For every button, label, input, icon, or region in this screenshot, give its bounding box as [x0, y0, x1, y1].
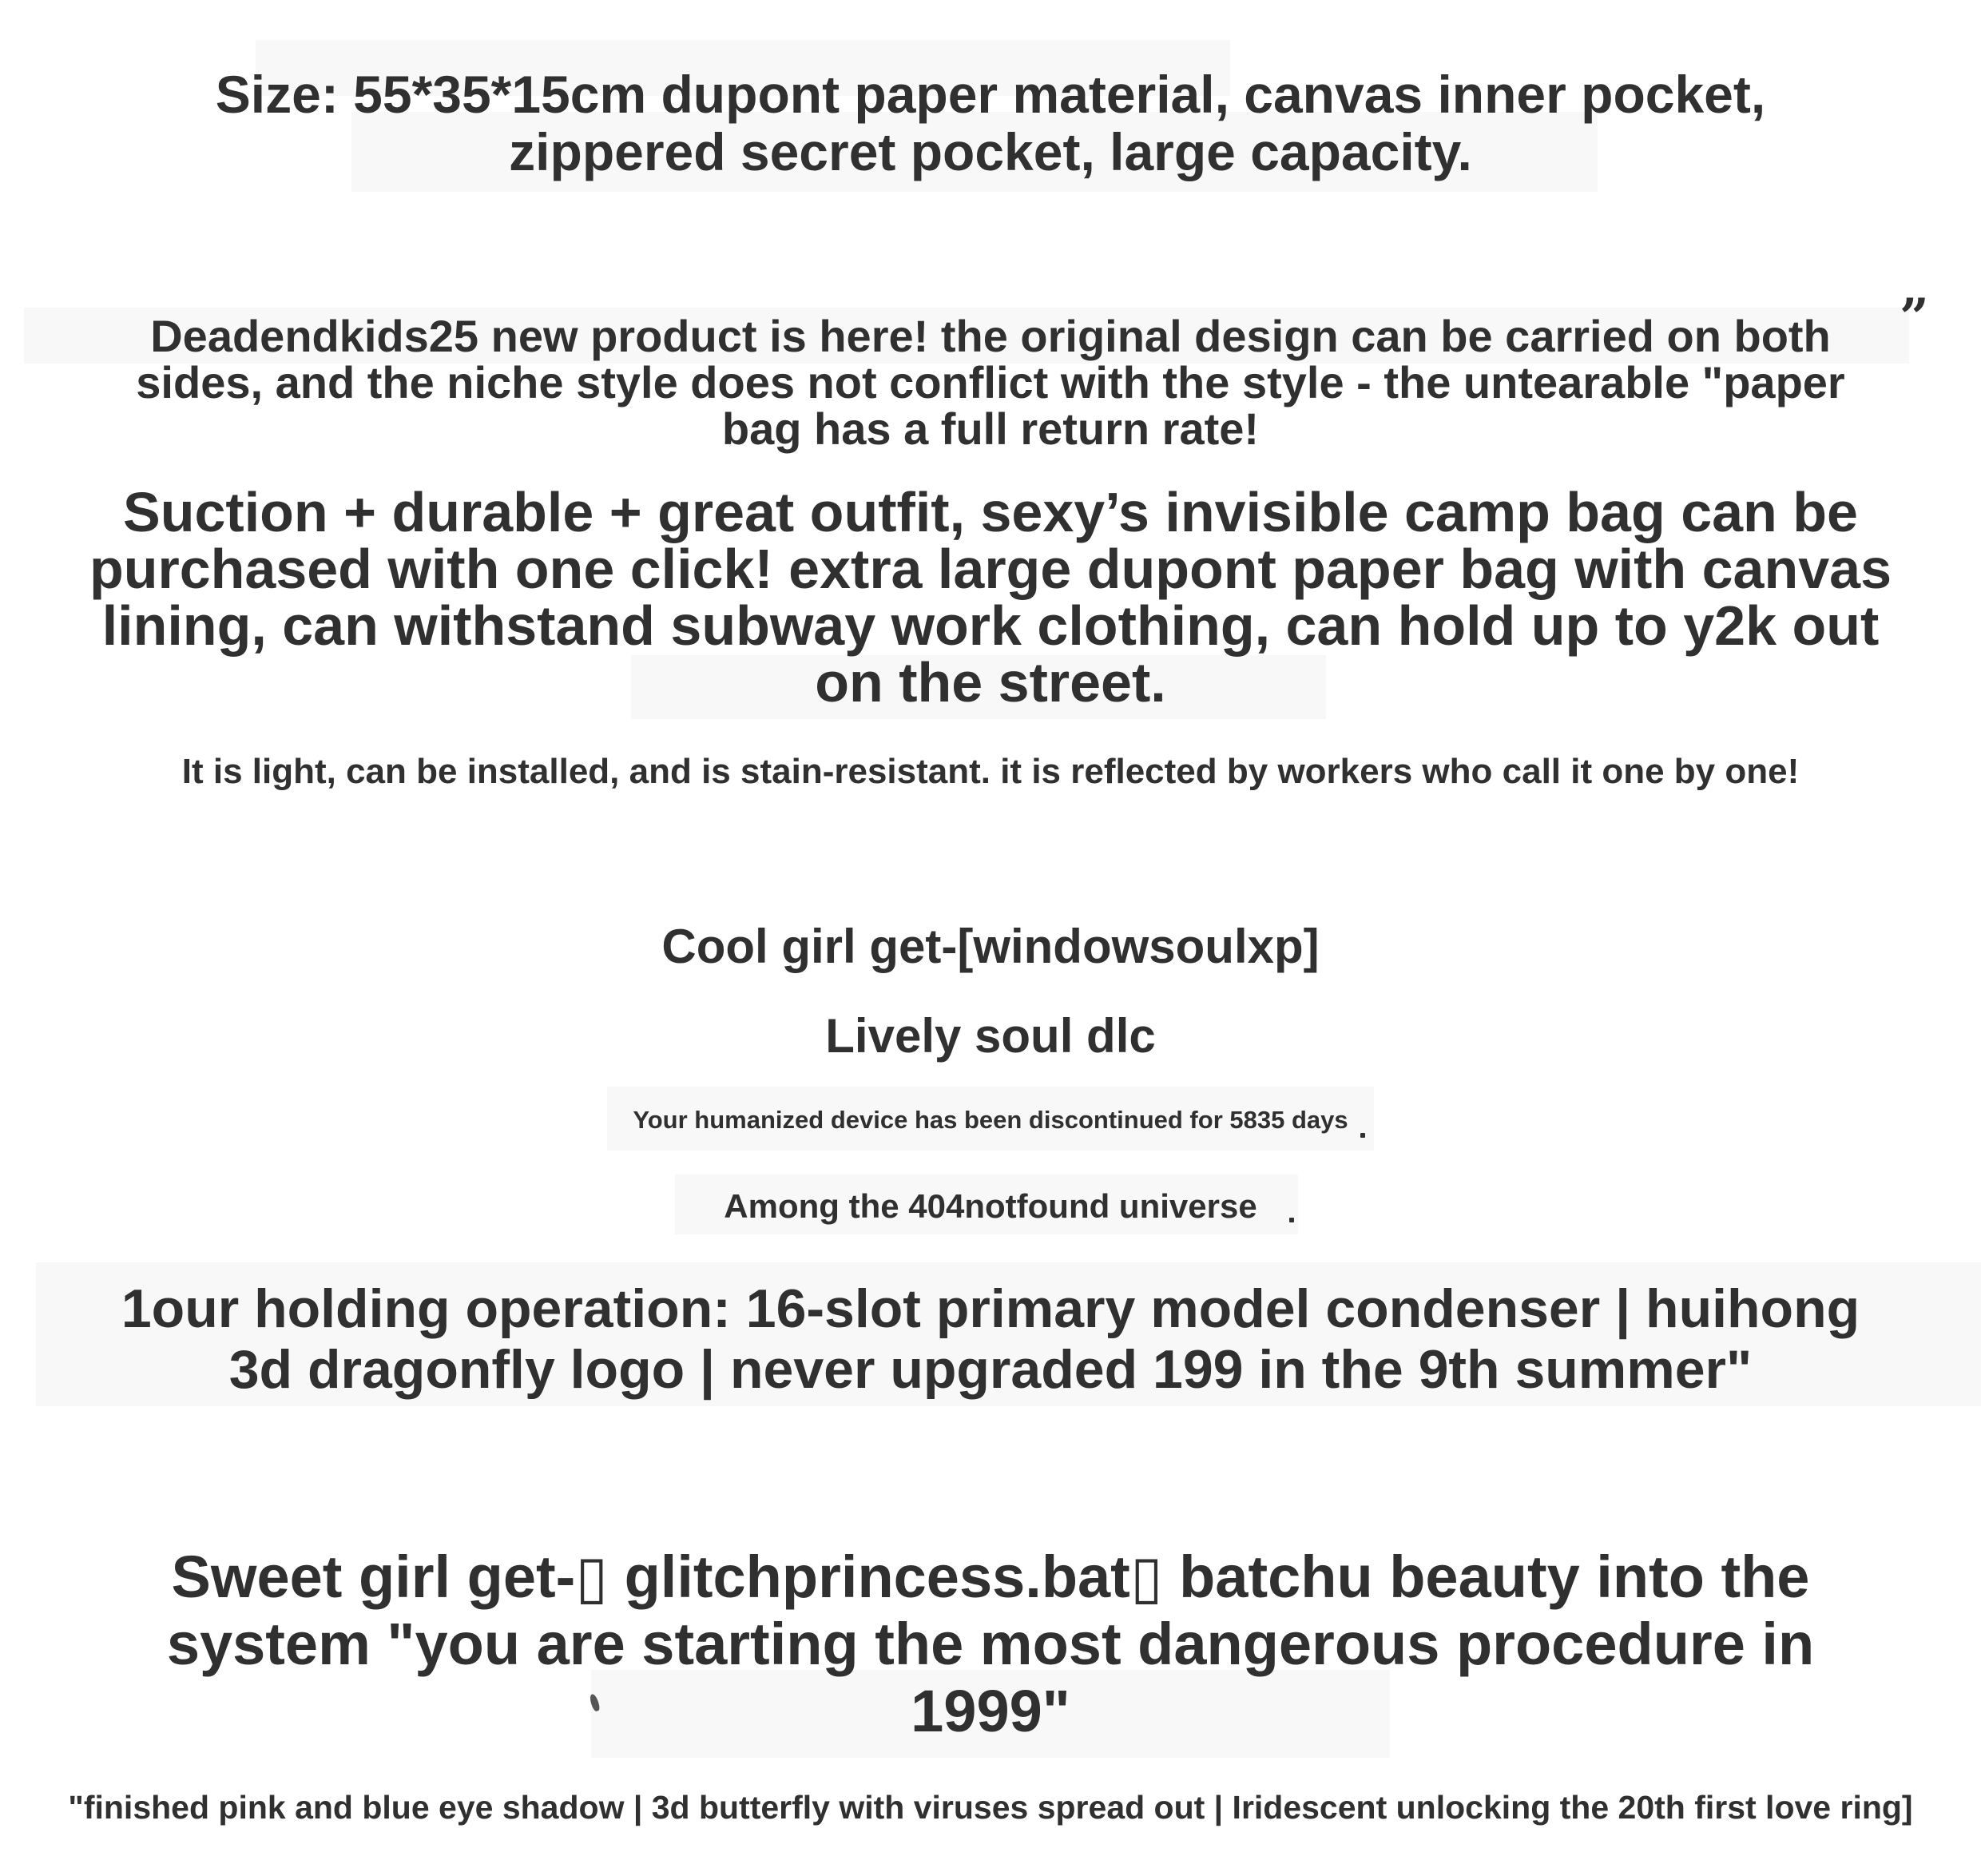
period-dot: [1360, 1133, 1365, 1138]
sweet-girl-line-3: 1999": [911, 1678, 1070, 1744]
universe-line: Among the 404notfound universe: [724, 1187, 1257, 1225]
suction-line-3: lining, can withstand subway work clothing, can hold up to y2k out: [101, 594, 1880, 657]
holding-line-1: 1our holding operation: 16-slot primary model condenser | huihong: [121, 1278, 1860, 1339]
size-paragraph: [0, 66, 1981, 181]
finished-line: "finished pink and blue eye shadow | 3d butterfly with viruses spread out | Iridescent unlocking the 20th first love ring]: [68, 1789, 1913, 1826]
light-line: It is light, can be installed, and is stain-resistant. it is reflected by workers who call it one by one!: [181, 752, 1800, 791]
holding-paragraph: [0, 1278, 1981, 1400]
suction-line-1: Suction + durable + great outfit, sexy’s invisible camp bag can be: [123, 481, 1858, 543]
intro-line-2: sides, and the niche style does not conflict with the style - the untearable "paper: [136, 357, 1845, 407]
suction-line-2: purchased with one click! extra large dupont paper bag with canvas: [89, 538, 1892, 600]
intro-line-1: Deadendkids25 new product is here! the original design can be carried on both: [150, 311, 1831, 361]
suction-paragraph: [0, 481, 1981, 713]
sweet-girl-line-2: system "you are starting the most dangerous procedure in: [166, 1611, 1815, 1677]
humanized-device-line: Your humanized device has been discontinued for 5835 days: [633, 1106, 1348, 1134]
holding-line-2: 3d dragonfly logo | never upgraded 199 in the 9th summer": [228, 1339, 1753, 1400]
intro-line-3: bag has a full return rate!: [721, 403, 1260, 454]
sweet-girl-paragraph: [0, 1544, 1981, 1745]
cool-girl-heading: Cool girl get-[windowsoulxp]: [661, 920, 1320, 973]
size-line-2: zippered secret pocket, large capacity.: [509, 122, 1472, 181]
sweet-girl-line-1: Sweet girl get-▯ glitchprincess.bat▯ batchu beauty into the: [171, 1544, 1810, 1610]
suction-line-4: on the street.: [815, 651, 1166, 713]
closing-quote-mark: ”: [1900, 288, 1929, 348]
lively-soul-heading: Lively soul dlc: [825, 1009, 1156, 1063]
intro-paragraph: [0, 313, 1981, 452]
period-dot-2: [1289, 1218, 1294, 1222]
size-line-1: Size: 55*35*15cm dupont paper material, canvas inner pocket,: [215, 65, 1766, 124]
